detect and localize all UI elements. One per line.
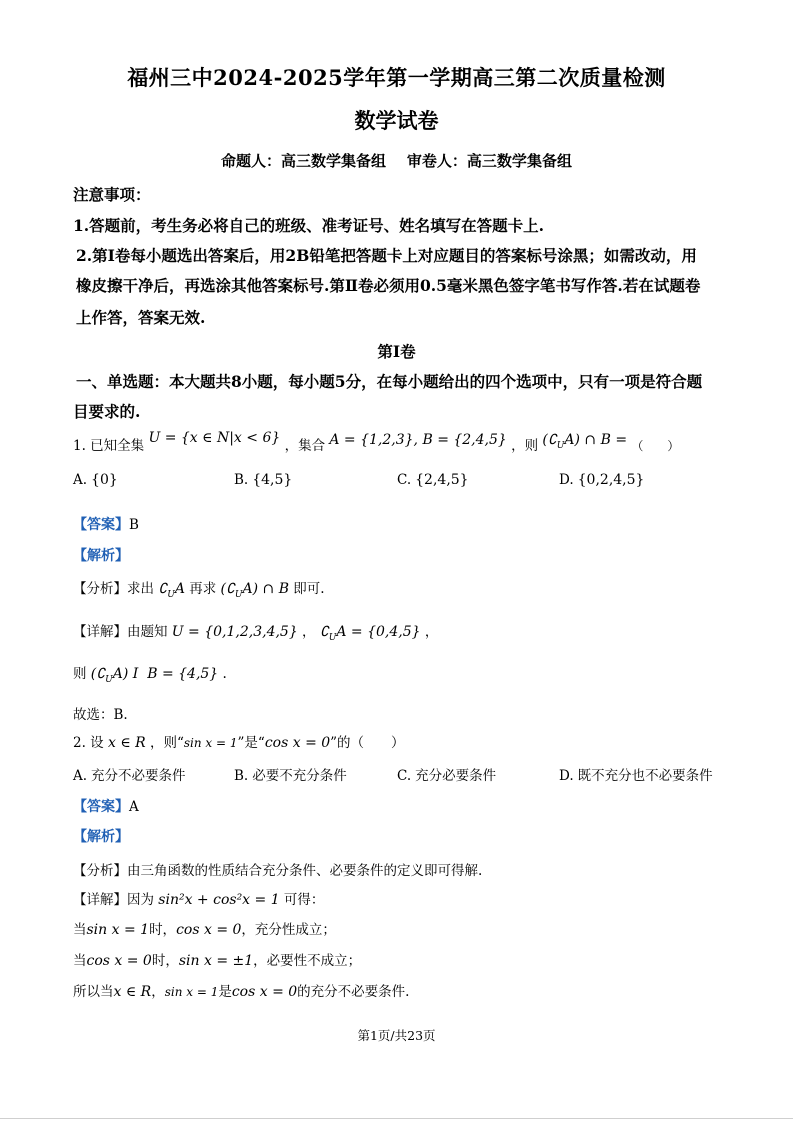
q2-fenxi xyxy=(73,859,482,879)
q2-option-b-label: B. xyxy=(234,768,249,784)
q1-answer-value: B xyxy=(129,517,139,533)
q2-option-d-label: D. xyxy=(559,768,574,784)
q1-answer xyxy=(73,514,139,534)
q2-option-d-value: 既不充分也不必要条件 xyxy=(577,768,713,784)
q1-then-m-sub: U xyxy=(105,674,113,685)
q2-option-a xyxy=(73,764,186,784)
q2-l3-t2: ， xyxy=(151,984,165,1000)
q2-line-2 xyxy=(73,949,361,969)
q1-expr-tail: A) ∩ B = xyxy=(564,432,628,448)
question-2 xyxy=(73,731,405,751)
q2-line-1 xyxy=(73,918,336,938)
q1-detail-text-3: ， xyxy=(424,624,439,640)
q2-option-d xyxy=(559,764,713,784)
q1-fenxi-text-3: 即可. xyxy=(293,581,325,597)
q1-detail-math-2 xyxy=(319,624,421,643)
q2-l3-m3: cos x = 0 xyxy=(231,984,298,1000)
q1-detail-m2-tail: A = {0,4,5} xyxy=(336,624,421,640)
q2-text-3: ”的（ ） xyxy=(330,735,405,751)
q2-text-2: ”是“ xyxy=(237,735,265,751)
q2-math-1: x ∈ R xyxy=(107,735,146,751)
q1-fenxi xyxy=(73,577,325,600)
q2-option-a-label: A. xyxy=(73,768,88,784)
q2-option-c xyxy=(397,764,496,784)
q2-l2-t3: ，必要性不成立； xyxy=(253,953,362,969)
q2-l3-t4: 的充分不必要条件. xyxy=(297,984,410,1000)
q1-fenxi-tag: 【分析】 xyxy=(73,581,127,597)
q1-expr-sub: U xyxy=(556,440,565,451)
exam-authors: 命题人：高三数学集备组 审卷人：高三数学集备组 xyxy=(221,152,572,170)
q1-fenxi-m1-sub: U xyxy=(167,589,175,600)
notes-heading: 注意事项： xyxy=(73,185,151,204)
q1-prefix: 1. 已知全集 xyxy=(73,438,145,454)
q1-option-a-label: A. xyxy=(73,472,88,488)
q2-line-3 xyxy=(73,980,409,1000)
q1-then-end: . xyxy=(222,666,227,682)
q1-detail-text-1: 由题知 xyxy=(127,624,168,640)
q2-analysis xyxy=(73,826,129,846)
q2-option-b-value: 必要不充分条件 xyxy=(252,768,347,784)
q2-l2-t1: 当 xyxy=(73,953,87,969)
q1-option-a xyxy=(73,472,118,488)
q2-answer-value: A xyxy=(129,799,139,815)
q2-l2-m2: sin x = ±1 xyxy=(178,953,254,969)
q1-blank: （ ） xyxy=(631,439,680,453)
q1-then-m-tail: A) I B = {4,5} xyxy=(112,666,219,682)
q1-then-math xyxy=(90,666,219,685)
q1-fenxi-m2: (∁ xyxy=(220,581,235,597)
q2-fenxi-tag: 【分析】 xyxy=(73,863,127,879)
notes-item-2-line-1: 2.第Ⅰ卷每小题选出答案后，用2B铅笔把答题卡上对应题目的答案标号涂黑；如需改动，用 xyxy=(76,246,697,265)
q1-expression xyxy=(542,432,628,451)
q2-l1-t2: 时， xyxy=(149,922,177,938)
q2-l1-m1: sin x = 1 xyxy=(86,922,150,938)
q2-option-c-label: C. xyxy=(397,768,412,784)
notes-item-2-line-2: 橡皮擦干净后，再选涂其他答案标号.第Ⅱ卷必须用0.5毫米黑色签字笔书写作答.若在试题卷 xyxy=(76,276,701,295)
q2-option-b xyxy=(234,764,347,784)
q1-option-b-label: B. xyxy=(234,472,249,488)
question-1 xyxy=(73,430,680,457)
q2-prefix: 2. 设 xyxy=(73,735,104,751)
q2-answer xyxy=(73,796,139,816)
q2-math-2: sin x = 1 xyxy=(183,736,238,750)
q1-mid-1: ，集合 xyxy=(284,438,326,454)
notes-item-2-line-3: 上作答，答案无效. xyxy=(76,308,206,327)
q2-math-3: cos x = 0 xyxy=(264,735,331,751)
q1-fenxi-m1: ∁ xyxy=(158,581,168,597)
bottom-divider xyxy=(0,1118,793,1119)
q1-sets-ab: A = {1,2,3}, B = {2,4,5} xyxy=(329,432,507,448)
exam-title: 福州三中2024-2025学年第一学期高三第二次质量检测 xyxy=(127,65,666,90)
q1-option-a-value: {0} xyxy=(91,472,118,488)
q2-answer-tag: 【答案】 xyxy=(73,799,129,815)
q1-then xyxy=(73,662,227,685)
q2-l2-t2: 时， xyxy=(151,953,179,969)
q2-detail-text-1: 因为 xyxy=(127,892,154,908)
q2-detail-tag: 【详解】 xyxy=(73,892,127,908)
q2-detail xyxy=(73,888,324,908)
q1-option-d-value: {0,2,4,5} xyxy=(577,472,645,488)
q2-l1-m2: cos x = 0 xyxy=(176,922,242,938)
q1-option-d-label: D. xyxy=(559,472,574,488)
q1-choose: 故选：B. xyxy=(73,707,128,723)
q2-detail-math: sin²x + cos²x = 1 xyxy=(158,892,280,908)
q2-l3-m2: sin x = 1 xyxy=(164,985,219,999)
section-desc-line-1: 一、单选题：本大题共8小题，每小题5分，在每小题给出的四个选项中，只有一项是符合题 xyxy=(76,372,703,391)
q2-detail-text-2: 可得： xyxy=(283,892,325,908)
q1-fenxi-text-2: 再求 xyxy=(189,581,217,597)
q1-detail-tag: 【详解】 xyxy=(73,624,127,640)
q1-fenxi-m2-sub: U xyxy=(234,589,243,600)
section-title: 第Ⅰ卷 xyxy=(377,342,416,361)
q2-text-1: ，则“ xyxy=(149,735,184,751)
q1-analysis xyxy=(73,545,129,565)
q1-then-text: 则 xyxy=(73,666,87,682)
q1-fenxi-math-2 xyxy=(220,581,289,600)
exam-subtitle: 数学试卷 xyxy=(354,108,439,133)
q2-fenxi-text: 由三角函数的性质结合充分条件、必要条件的定义即可得解. xyxy=(127,863,483,879)
q1-detail-m2-sub: U xyxy=(328,632,337,643)
page-footer: 第1页/共23页 xyxy=(357,1028,436,1043)
q2-l1-t3: ，充分性成立； xyxy=(241,922,336,938)
q1-option-d xyxy=(559,472,644,488)
q2-l3-m1: x ∈ R xyxy=(113,984,152,1000)
q2-l2-m1: cos x = 0 xyxy=(86,953,152,969)
q1-option-b xyxy=(234,472,292,488)
q1-expr-open: (∁ xyxy=(542,432,557,448)
q1-universal-set: U = {x ∈ N|x < 6} xyxy=(148,430,281,446)
q2-analysis-tag: 【解析】 xyxy=(73,829,129,845)
q1-detail-m2: ∁ xyxy=(319,624,329,640)
q1-option-c-value: {2,4,5} xyxy=(415,472,469,488)
q2-option-a-value: 充分不必要条件 xyxy=(91,768,186,784)
q1-option-c xyxy=(397,472,469,488)
q1-fenxi-math-1 xyxy=(158,581,185,600)
q1-detail-text-2: ， xyxy=(302,624,316,640)
q1-fenxi-m1-tail: A xyxy=(174,581,185,597)
q1-then-m: (∁ xyxy=(90,666,106,682)
q2-l1-t1: 当 xyxy=(73,922,87,938)
notes-item-1: 1.答题前，考生务必将自己的班级、准考证号、姓名填写在答题卡上. xyxy=(73,216,545,235)
q1-option-c-label: C. xyxy=(397,472,412,488)
q1-fenxi-text-1: 求出 xyxy=(127,581,154,597)
q1-answer-tag: 【答案】 xyxy=(73,517,129,533)
q2-option-c-value: 充分必要条件 xyxy=(415,768,497,784)
q1-option-b-value: {4,5} xyxy=(252,472,293,488)
q1-mid-2: ，则 xyxy=(511,438,539,454)
section-desc-line-2: 目要求的. xyxy=(73,402,141,421)
q2-l3-t1: 所以当 xyxy=(73,984,114,1000)
q1-detail xyxy=(73,620,438,643)
q2-l3-t3: 是 xyxy=(218,984,232,1000)
q1-fenxi-m2-tail: A) ∩ B xyxy=(242,581,289,597)
q1-detail-math-1: U = {0,1,2,3,4,5} xyxy=(171,624,298,640)
q1-analysis-tag: 【解析】 xyxy=(73,548,129,564)
